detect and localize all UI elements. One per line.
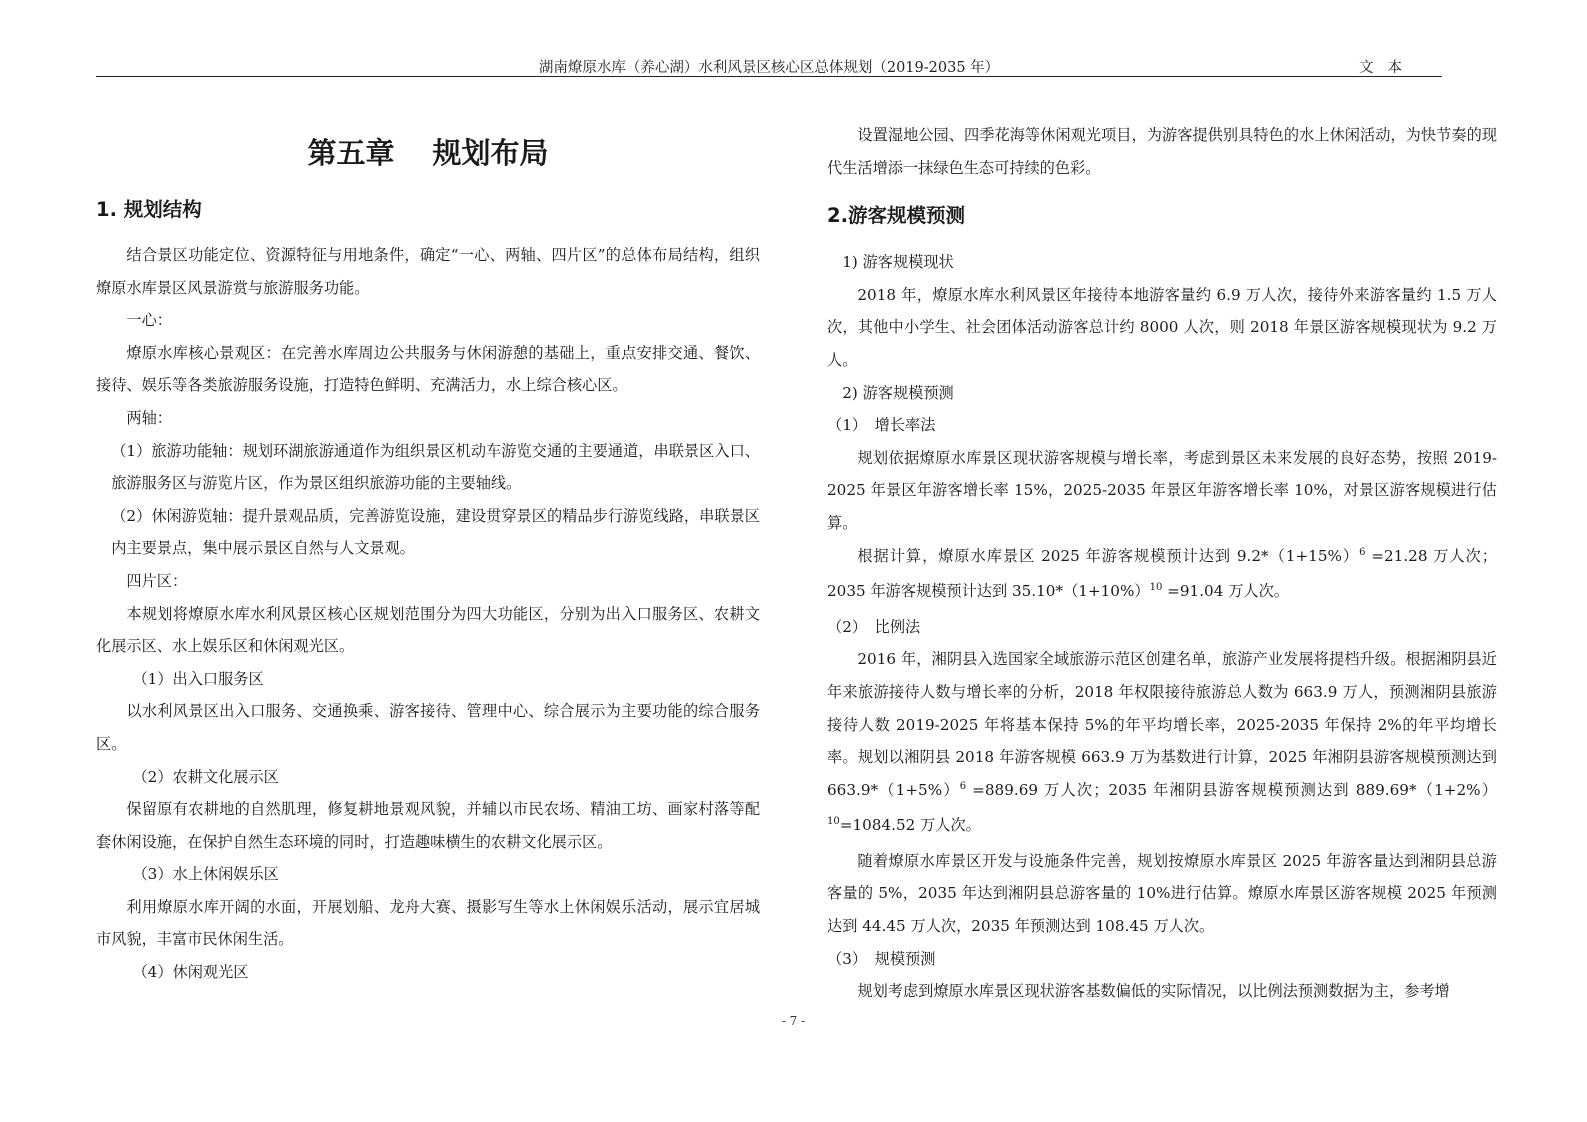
paragraph: 保留原有农耕地的自然肌理，修复耕地景观风貌，并辅以市民农场、精油工坊、画家村落等配套休闲设施，在保护自然生态环境的同时，打造趣味横生的农耕文化展示区。 [96,800,760,851]
subheading: （3） 规模预测 [827,949,936,968]
subheading: （3）水上休闲娱乐区 [132,865,279,884]
paragraph [827,540,1497,611]
paragraph: （2）休闲游览轴：提升景观品质，完善游览设施，建设贯穿景区的精品步行游览线路，串联景区内主要景点，集中展示景区自然与人文景观。 [111,506,760,558]
left-column [96,118,760,989]
superscript: 6 [1359,546,1366,558]
paragraph: 结合景区功能定位、资源特征与用地条件，确定“一心、两轴、四片区”的总体布局结构，组织燎原水库景区风景游赏与旅游服务功能。 [96,246,760,297]
section-heading-forecast: 2.游客规模预测 [827,204,965,228]
text-run: 根据计算，燎原水库景区 2025 年游客规模预计达到 9.2*（1+15%） [857,546,1360,565]
page-number: - 7 - [781,1014,806,1028]
text-run: =91.04 万人次。 [1162,582,1289,601]
document-title: 湖南燎原水库（养心湖）水利风景区核心区总体规划（2019-2035 年） [538,60,1000,76]
paragraph: 随着燎原水库景区开发与设施条件完善，规划按燎原水库景区 2025 年游客量达到湘阴县总游客量的 5%，2035 年达到湘阴县总游客量的 10%进行估算。燎原水库景区游客规模 2025 年预测达到 44.45 万人次，2035 年预测达到 108.45 万人次。 [827,851,1497,936]
chapter-heading [96,129,760,177]
subheading: （1） 增长率法 [827,416,936,435]
text-run: =21.28 万人次；2035 年游客规模预计达到 35.10*（1+10%） [827,546,1497,601]
paragraph: 设置湿地公园、四季花海等休闲观光项目，为游客提供别具特色的水上休闲活动，为快节奏的现代生活增添一抹绿色生态可持续的色彩。 [827,126,1497,177]
section-heading-structure: 1. 规划结构 [96,198,202,221]
subheading: 2) 游客规模预测 [842,383,954,402]
superscript: 10 [1149,582,1163,594]
text-run: =889.69 万人次；2035 年湘阴县游客规模预测达到 889.69*（1+2%） [966,780,1498,799]
chapter-number: 第五章 [307,136,395,170]
subheading: 一心： [126,311,172,330]
subheading: （4）休闲观光区 [132,963,249,982]
paragraph: 规划考虑到燎原水库景区现状游客基数偏低的实际情况，以比例法预测数据为主，参考增 [857,982,1450,1001]
paragraph: 利用燎原水库开阔的水面，开展划船、龙舟大赛、摄影写生等水上休闲娱乐活动，展示宜居城市风貌，丰富市民休闲生活。 [96,897,760,949]
page-header [96,52,1442,77]
paragraph: 2018 年，燎原水库水利风景区年接待本地游客量约 6.9 万人次，接待外来游客量约 1.5 万人次，其他中小学生、社会团体活动游客总计约 8000 人次，则 2018 年景区游客规模现状为 9.2 万人。 [827,285,1497,369]
paragraph: 规划依据燎原水库景区现状游客规模与增长率，考虑到景区未来发展的良好态势，按照 2019-2025 年景区年游客增长率 15%，2025-2035 年景区年游客增长率 10%，对景区游客规模进行估算。 [827,448,1497,532]
subheading: （2） 比例法 [827,617,921,636]
text-run: 2016 年，湘阴县入选国家全域旅游示范区创建名单，旅游产业发展将提档升级。根据湘阴县近年来旅游接待人数与增长率的分析，2018 年权限接待旅游总人数为 663.9 万人，预测湘阴县旅游接待人数 2019-2025 年将基本保持 5%的年平均增长率，2025-2035 年保持 2%的年平均增长率。规划以湘阴县 2018 年游客规模 663.9 万为基数进行计算，2025 年湘阴县游客规模预测达到 663.9*（1+5%） [827,650,1497,799]
header-label: 文本 [1359,60,1416,76]
chapter-title: 规划布局 [432,136,549,170]
subheading: 1) 游客规模现状 [842,253,954,272]
paragraph: 本规划将燎原水库水利风景区核心区规划范围分为四大功能区，分别为出入口服务区、农耕文化展示区、水上娱乐区和休闲观光区。 [96,604,760,656]
subheading: （1）出入口服务区 [132,669,264,688]
superscript: 10 [827,816,840,828]
right-column [827,119,1497,1008]
text-run: =1084.52 万人次。 [839,816,981,835]
superscript: 6 [959,780,967,792]
subheading: 两轴： [126,408,172,427]
paragraph [827,643,1497,845]
paragraph: 以水利风景区出入口服务、交通换乘、游客接待、管理中心、综合展示为主要功能的综合服务区。 [96,702,760,753]
subheading: （2）农耕文化展示区 [132,767,279,786]
subheading: 四片区： [126,571,188,590]
paragraph: （1）旅游功能轴：规划环湖旅游通道作为组织景区机动车游览交通的主要通道，串联景区入口、旅游服务区与游览片区，作为景区组织旅游功能的主要轴线。 [111,441,760,493]
paragraph: 燎原水库核心景观区：在完善水库周边公共服务与休闲游憩的基础上，重点安排交通、餐饮、接待、娱乐等各类旅游服务设施，打造特色鲜明、充满活力，水上综合核心区。 [96,343,760,395]
